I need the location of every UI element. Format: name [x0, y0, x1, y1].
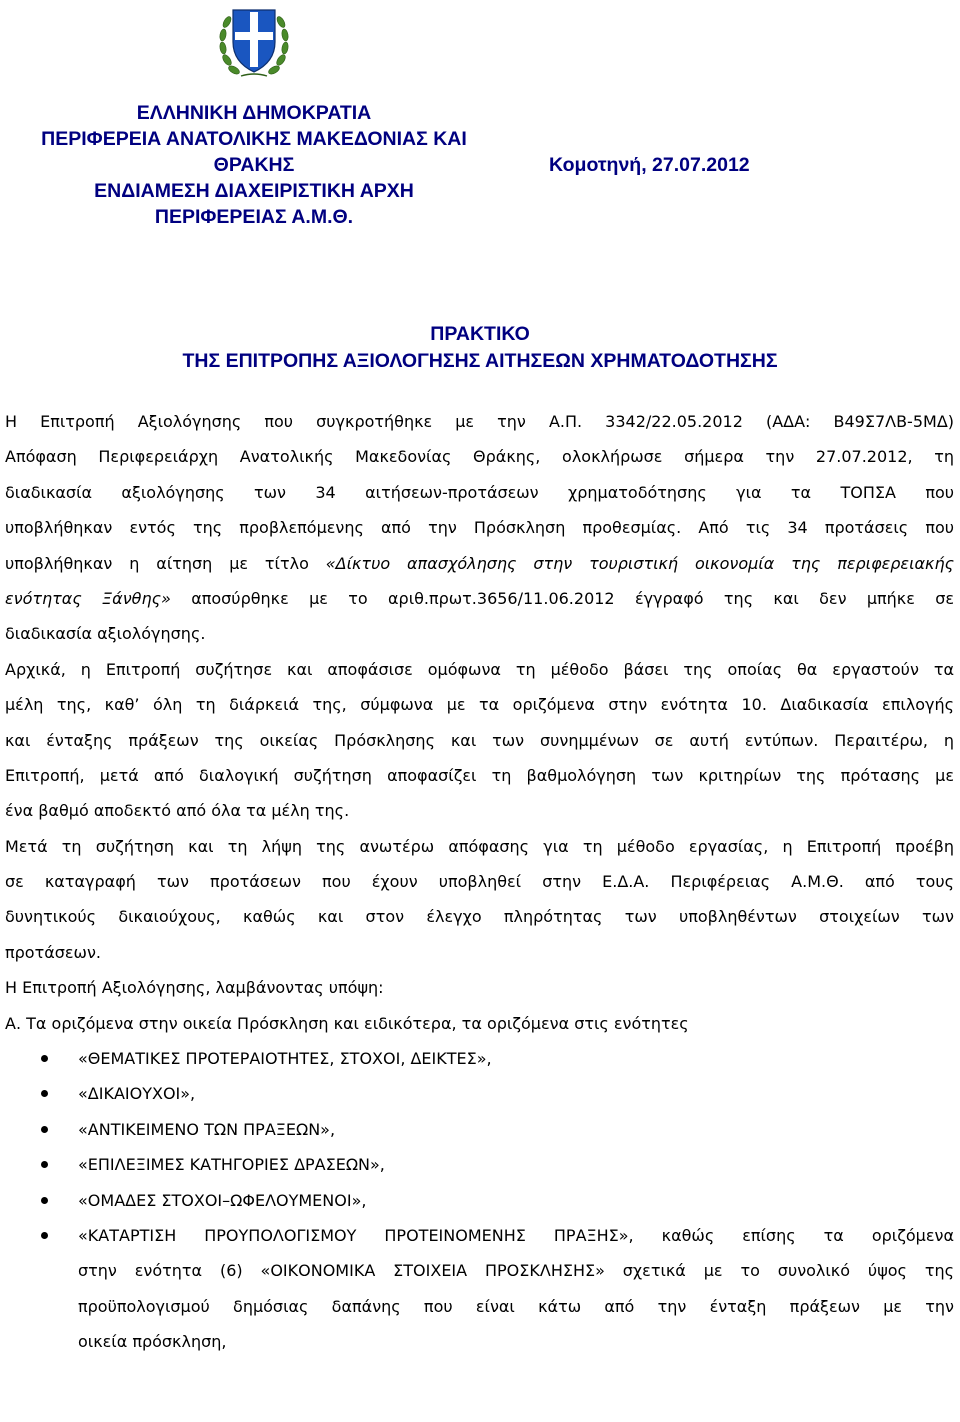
paragraph-2: [5, 652, 954, 829]
bullet-icon: [41, 1090, 48, 1097]
text-line: διαδικασία αξιολόγησης των 34 αιτήσεων-προτάσεων χρηματοδότησης για τα ΤΟΠΣΑ που: [5, 482, 954, 502]
list-item-text: «ΘΕΜΑΤΙΚΕΣ ΠΡΟΤΕΡΑΙΟΤΗΤΕΣ, ΣΤΟΧΟΙ, ΔΕΙΚΤΕΣ»,: [78, 1049, 492, 1069]
text-line: Επιτροπή, μετά από διαλογική συζήτηση αποφασίζει τη βαθμολόγηση των κριτηρίων της πρότασης με: [5, 765, 954, 785]
bullet-icon: [41, 1161, 48, 1168]
list-item-text: «ΟΜΑΔΕΣ ΣΤΟΧΟΙ–ΩΦΕΛΟΥΜΕΝΟΙ»,: [78, 1190, 367, 1210]
title-line-2: ΤΗΣ ΕΠΙΤΡΟΠΗΣ ΑΞΙΟΛΟΓΗΣΗΣ ΑΙΤΗΣΕΩΝ ΧΡΗΜΑΤΟΔΟΤΗΣΗΣ: [182, 350, 778, 372]
text-line: ένα βαθμό αποδεκτό από όλα τα μέλη της.: [5, 801, 350, 821]
greek-emblem-icon: [219, 2, 289, 80]
issuing-authority: [0, 100, 508, 230]
text-line: προτάσεων.: [5, 942, 101, 962]
text-fragment: υποβλήθηκαν η αίτηση με τίτλο: [5, 553, 326, 573]
list-item-text: «ΚΑΤΑΡΤΙΣΗ ΠΡΟΥΠΟΛΟΓΙΣΜΟΥ ΠΡΟΤΕΙΝΟΜΕΝΗΣ ΠΡΑΞΗΣ», καθώς επίσης τα οριζόμενα: [78, 1225, 954, 1245]
proposal-title: «Δίκτυο απασχόλησης στην τουριστική οικονομία της περιφερειακής: [325, 553, 954, 573]
list-item: [5, 1112, 954, 1147]
bullet-icon: [41, 1126, 48, 1133]
paragraph-5: Α. Τα οριζόμενα στην οικεία Πρόσκληση και ειδικότερα, τα οριζόμενα στις ενότητες: [5, 1013, 689, 1033]
text-line: Η Επιτροπή Αξιολόγησης που συγκροτήθηκε με την Α.Π. 3342/22.05.2012 (ΑΔΑ: Β49Σ7ΛΒ-5ΜΔ): [5, 412, 954, 431]
place-and-date: Κομοτηνή, 27.07.2012: [549, 154, 750, 176]
bullet-icon: [41, 1055, 48, 1062]
authority-line: ΕΛΛΗΝΙΚΗ ΔΗΜΟΚΡΑΤΙΑ: [136, 102, 372, 124]
text-line: μέλη της, καθ’ όλη τη διάρκειά της, σύμφωνα με τα οριζόμενα στην ενότητα 10. Διαδικασία επιλογής: [5, 695, 954, 715]
bullet-icon: [41, 1232, 48, 1239]
text-line: Μετά τη συζήτηση και τη λήψη της ανωτέρω απόφασης για τη μέθοδο εργασίας, η Επιτροπή προέβη: [5, 836, 954, 856]
document-body: [5, 404, 954, 1360]
authority-line: ΠΕΡΙΦΕΡΕΙΑ ΑΝΑΤΟΛΙΚΗΣ ΜΑΚΕΔΟΝΙΑΣ ΚΑΙ: [41, 128, 467, 150]
list-item: [5, 1183, 954, 1218]
text-line: [5, 581, 954, 616]
list-item: [5, 1147, 954, 1182]
bullet-icon: [41, 1197, 48, 1204]
list-item: [5, 1041, 954, 1076]
paragraph-3: [5, 829, 954, 971]
authority-line: ΕΝΔΙΑΜΕΣΗ ΔΙΑΧΕΙΡΙΣΤΙΚΗ ΑΡΧΗ: [94, 180, 414, 202]
list-item-text: στην ενότητα (6) «ΟΙΚΟΝΟΜΙΚΑ ΣΤΟΙΧΕΙΑ ΠΡΟΣΚΛΗΣΗΣ» σχετικά με το συνολικό ύψος της: [78, 1261, 954, 1281]
text-line: δυνητικούς δικαιούχους, καθώς και στον έλεγχο πληρότητας των υποβληθέντων στοιχείων των: [5, 907, 954, 927]
list-item-text: προϋπολογισμού δημόσιας δαπάνης που είναι κάτω από την ένταξη πράξεων με την: [78, 1296, 954, 1316]
authority-line: ΠΕΡΙΦΕΡΕΙΑΣ Α.Μ.Θ.: [154, 206, 354, 228]
proposal-title-end: ενότητας Ξάνθης»: [5, 588, 171, 608]
list-item-text: «ΔΙΚΑΙΟΥΧΟΙ»,: [78, 1084, 196, 1104]
text-fragment: αποσύρθηκε με το αριθ.πρωτ.3656/11.06.2012 έγγραφό της και δεν μπήκε σε: [170, 588, 955, 608]
paragraph-4: Η Επιτροπή Αξιολόγησης, λαμβάνοντας υπόψη:: [5, 978, 384, 998]
text-line: διαδικασία αξιολόγησης.: [5, 624, 206, 644]
paragraph-1: [5, 404, 954, 652]
text-line: και ένταξης πράξεων της οικείας Πρόσκλησης και των συνημμένων σε αυτή εντύπων. Περαιτέρω, η: [5, 730, 954, 750]
list-item-text: «ΕΠΙΛΕΞΙΜΕΣ ΚΑΤΗΓΟΡΙΕΣ ΔΡΑΣΕΩΝ»,: [78, 1155, 385, 1175]
list-item: [5, 1218, 954, 1360]
text-line: Αρχικά, η Επιτροπή συζήτησε και αποφάσισε ομόφωνα τη μέθοδο βάσει της οποίας θα εργαστούν τα: [5, 659, 954, 679]
text-line: [5, 546, 954, 581]
criteria-list: [5, 1041, 954, 1360]
authority-line: ΘΡΑΚΗΣ: [213, 154, 295, 176]
text-line: Απόφαση Περιφερειάρχη Ανατολικής Μακεδονίας Θράκης, ολοκλήρωσε σήμερα την 27.07.2012, τη: [5, 447, 954, 467]
title-line-1: ΠΡΑΚΤΙΚΟ: [430, 323, 530, 345]
list-item-text: «ΑΝΤΙΚΕΙΜΕΝΟ ΤΩΝ ΠΡΑΞΕΩΝ»,: [78, 1119, 336, 1139]
text-line: υποβλήθηκαν εντός της προβλεπόμενης από την Πρόσκληση προθεσμίας. Από τις 34 προτάσεις που: [5, 518, 954, 538]
list-item: [5, 1076, 954, 1111]
document-title: [0, 321, 960, 375]
text-line: σε καταγραφή των προτάσεων που έχουν υποβληθεί στην Ε.Δ.Α. Περιφέρειας Α.Μ.Θ. από τους: [5, 872, 954, 892]
list-item-text: οικεία πρόσκληση,: [78, 1332, 227, 1352]
